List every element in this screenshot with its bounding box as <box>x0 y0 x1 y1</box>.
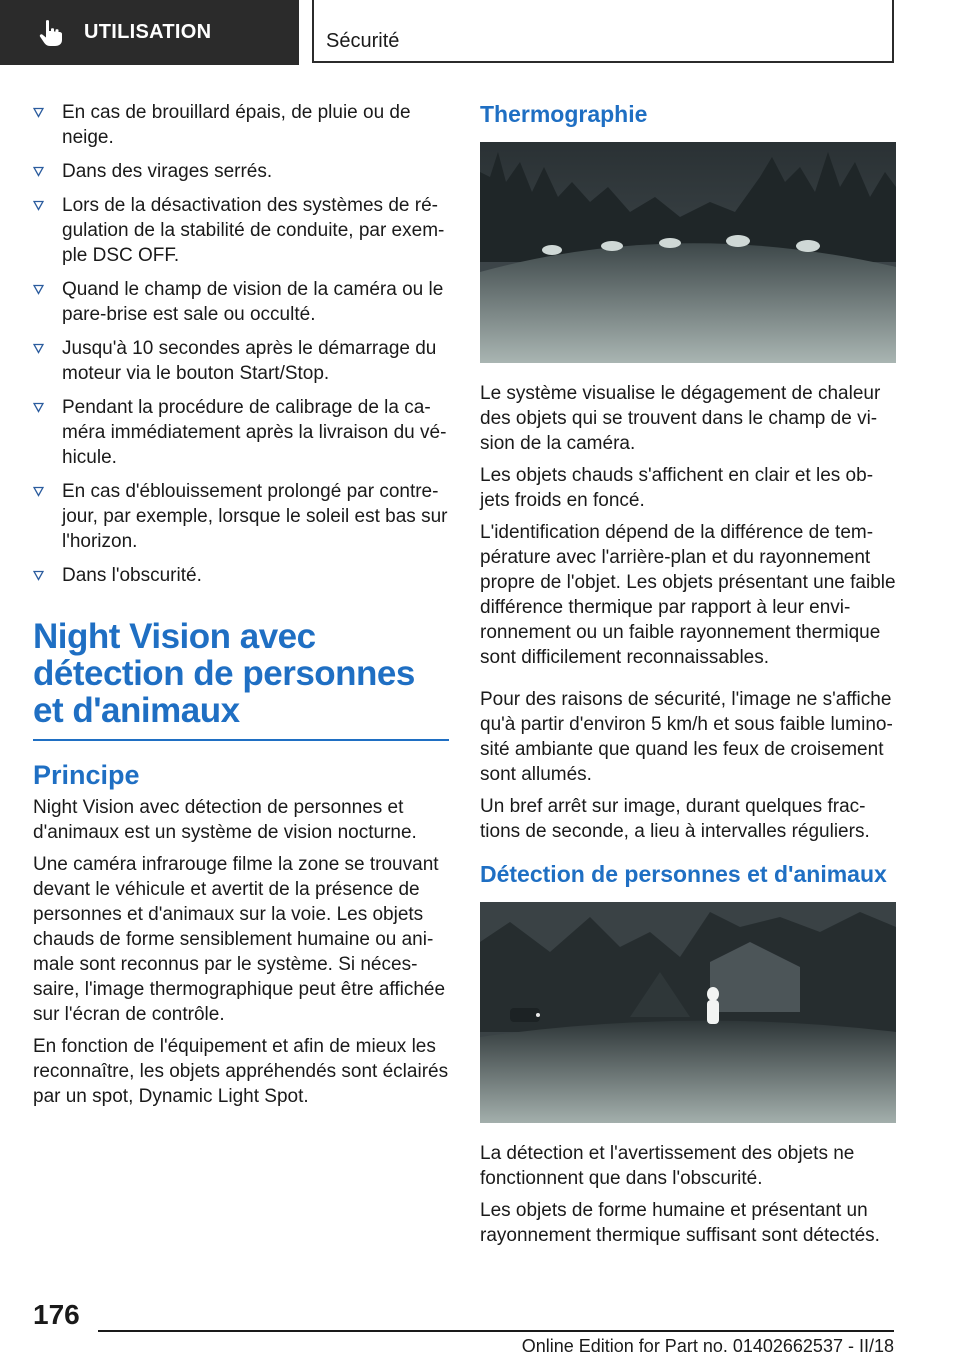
chapter-title: Sécurité <box>326 30 400 52</box>
paragraph: En fonction de l'équipement et afin de mieux les reconnaître, les objets appréhendés sont éclairés par un spot, Dynamic Light Spot. <box>33 1036 449 1107</box>
list-item <box>33 159 449 184</box>
triangle-bullet-icon <box>33 107 44 118</box>
chapter-header <box>312 0 894 63</box>
page-title: Night Vision avec détection de personnes et d'animaux <box>33 618 449 741</box>
hand-pointer-icon <box>38 19 64 47</box>
list-item <box>33 395 449 470</box>
list-item <box>33 479 449 554</box>
triangle-bullet-icon <box>33 166 44 177</box>
thermal-street-image <box>480 902 896 1123</box>
paragraph: L'identification dépend de la différence de température avec l'arrière-plan et du rayonnement propre de l'objet. Les objets présentant une faible différence thermique par rapport à leur environnement ou un faible rayonnement thermique sont difficilement reconnaissables. <box>480 522 896 668</box>
list-item-text: Quand le champ de vision de la caméra ou le pare-brise est sale ou occulté. <box>62 279 444 325</box>
triangle-bullet-icon <box>33 343 44 354</box>
list-item <box>33 336 449 386</box>
right-column <box>480 100 896 1255</box>
paragraph: Night Vision avec détection de personnes et d'animaux est un système de vision nocturne. <box>33 797 417 843</box>
list-item <box>33 277 449 327</box>
footer-divider <box>98 1330 894 1332</box>
paragraph: Une caméra infrarouge filme la zone se trouvant devant le véhicule et avertit de la présence de personnes et d'animaux sur la voie. Les objets chauds de forme sensiblement humaine ou animale sont reconnus par le système. Si nécessaire, l'image thermographique peut être affichée sur l'écran de contrôle. <box>33 854 446 1025</box>
list-item-text: Pendant la procédure de calibrage de la caméra immédiatement après la livraison du véhicule. <box>62 397 447 468</box>
list-item <box>33 563 449 588</box>
left-column <box>33 100 449 1116</box>
thermography-heading: Thermographie <box>480 101 648 127</box>
list-item-text: En cas de brouillard épais, de pluie ou de neige. <box>62 102 411 148</box>
triangle-bullet-icon <box>33 486 44 497</box>
triangle-bullet-icon <box>33 570 44 581</box>
header-section-tab <box>0 0 299 65</box>
list-item-text: Jusqu'à 10 secondes après le démarrage du moteur via le bouton Start/Stop. <box>62 338 437 384</box>
list-item <box>33 100 449 150</box>
list-item-text: En cas d'éblouissement prolongé par contrejour, par exemple, lorsque le soleil est bas sur l'horizon. <box>62 481 448 552</box>
list-item <box>33 193 449 268</box>
triangle-bullet-icon <box>33 284 44 295</box>
list-item-text: Dans des virages serrés. <box>62 161 273 182</box>
detection-heading: Détection de personnes et d'animaux <box>480 861 887 887</box>
thermal-landscape-image <box>480 142 896 363</box>
edition-footer: Online Edition for Part no. 01402662537 - II/18 <box>521 1336 894 1356</box>
paragraph: Les objets de forme humaine et présentant un rayonnement thermique suffisant sont détectés. <box>480 1200 880 1246</box>
conditions-list <box>33 100 449 588</box>
paragraph: Le système visualise le dégagement de chaleur des objets qui se trouvent dans le champ de vision de la caméra. <box>480 383 881 454</box>
principle-heading: Principe <box>33 760 140 790</box>
paragraph: Un bref arrêt sur image, durant quelques fractions de seconde, a lieu à intervalles réguliers. <box>480 796 870 842</box>
triangle-bullet-icon <box>33 402 44 413</box>
list-item-text: Dans l'obscurité. <box>62 565 202 586</box>
paragraph: Pour des raisons de sécurité, l'image ne s'affiche qu'à partir d'environ 5 km/h et sous faible luminosité ambiante que quand les feux de croisement sont allumés. <box>480 689 893 785</box>
page-number: 176 <box>33 1299 80 1330</box>
triangle-bullet-icon <box>33 200 44 211</box>
list-item-text: Lors de la désactivation des systèmes de régulation de la stabilité de conduite, par exemple DSC OFF. <box>62 195 445 266</box>
section-title: UTILISATION <box>84 21 212 43</box>
paragraph: La détection et l'avertissement des objets ne fonctionnent que dans l'obscurité. <box>480 1143 855 1189</box>
paragraph: Les objets chauds s'affichent en clair et les objets froids en foncé. <box>480 465 874 511</box>
